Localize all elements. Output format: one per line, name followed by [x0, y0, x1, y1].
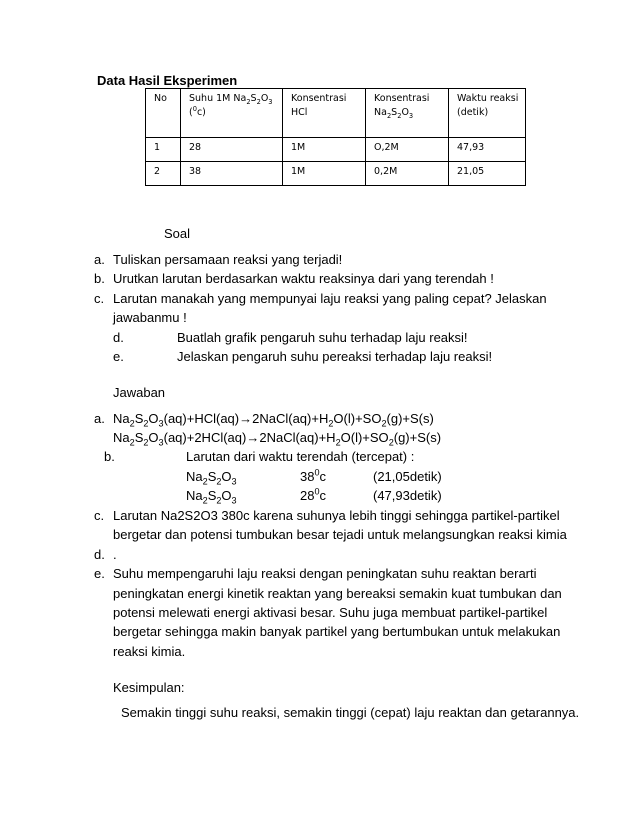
kesimpulan-title: Kesimpulan: [113, 680, 185, 695]
jawaban-marker: a. [94, 411, 105, 426]
soal-title: Soal [164, 226, 191, 241]
jawaban-e-line: potensi melewati energi aktivasi besar. Suhu juga membuat partikel-partikel [113, 605, 548, 620]
order-formula: $Na_2S_2O_3$ [186, 488, 237, 506]
soal-item-marker: c. [94, 291, 105, 306]
table-cell: 28 [181, 138, 283, 162]
soal-item-e: Jelaskan pengaruh suhu pereaksi terhadap laju reaksi! [177, 349, 493, 364]
jawaban-e-line: reaksi kimia. [113, 644, 186, 659]
jawaban-c-line: bergetar dan potensi tumbukan besar tejadi untuk melangsungkan reaksi kimia [113, 527, 567, 542]
header-hcl: Konsentrasi HCl [283, 89, 366, 138]
table-cell: O,2M [366, 138, 449, 162]
jawaban-marker: e. [94, 566, 105, 581]
soal-item-c-cont: jawabanmu ! [113, 310, 187, 325]
header-suhu: Suhu 1M $Na_2S_2O_3$ ($^0$c) [181, 89, 283, 138]
soal-item-marker: d. [113, 330, 124, 345]
jawaban-marker: c. [94, 508, 105, 523]
jawaban-e-line: bergetar sehingga makin banyak partikel yang bertumbukan untuk melakukan [113, 624, 561, 639]
soal-item-marker: a. [94, 252, 105, 267]
table-cell: 2 [146, 162, 181, 186]
order-temp: $28^0c$ [300, 486, 327, 503]
jawaban-title: Jawaban [113, 385, 166, 400]
reaction-equation-1: $Na_2S_2O_3(aq)+HCl(aq)\to 2NaCl(aq)+H_2O(l)+SO_2(g)+S(s)$ [113, 411, 434, 429]
jawaban-d-text: . [113, 547, 117, 562]
section-heading: Data Hasil Eksperimen [97, 73, 238, 88]
table-cell: 47,93 [449, 138, 526, 162]
table-row [146, 162, 526, 186]
table-cell: 1 [146, 138, 181, 162]
header-waktu: Waktu reaksi (detik) [449, 89, 526, 138]
jawaban-marker: b. [104, 449, 115, 464]
soal-item-a: Tuliskan persamaan reaksi yang terjadi! [113, 252, 343, 267]
jawaban-b-text: Larutan dari waktu terendah (tercepat) : [186, 449, 415, 464]
order-formula: $Na_2S_2O_3$ [186, 469, 237, 487]
table-header-row [146, 89, 526, 138]
soal-item-marker: b. [94, 271, 105, 286]
jawaban-e-line: peningkatan energi kinetik reaktan yang bereaksi semakin kuat tumbukan dan [113, 586, 562, 601]
soal-item-c: Larutan manakah yang mempunyai laju reaksi yang paling cepat? Jelaskan [113, 291, 547, 306]
reaction-equation-2: $Na_2S_2O_3(aq)+2HCl(aq)\to 2NaCl(aq)+H_2O(l)+SO_2(g)+S(s)$ [113, 430, 442, 448]
kesimpulan-text: Semakin tinggi suhu reaksi, semakin tinggi (cepat) laju reaktan dan getarannya. [121, 705, 580, 720]
table-cell: 0,2M [366, 162, 449, 186]
table-cell: 1M [283, 138, 366, 162]
order-temp: $38^0c$ [300, 467, 327, 484]
header-no: No [146, 89, 181, 138]
soal-item-marker: e. [113, 349, 124, 364]
jawaban-e-line: Suhu mempengaruhi laju reaksi dengan peningkatan suhu reaktan berarti [113, 566, 537, 581]
header-konsentrasi: Konsentrasi $Na_2S_2O_3$ [366, 89, 449, 138]
table-cell: 21,05 [449, 162, 526, 186]
table-cell: 38 [181, 162, 283, 186]
order-time: (47,93detik) [373, 488, 442, 503]
order-time: (21,05detik) [373, 469, 442, 484]
soal-item-d: Buatlah grafik pengaruh suhu terhadap laju reaksi! [177, 330, 468, 345]
jawaban-c-line: Larutan Na2S2O3 380c karena suhunya lebih tinggi sehingga partikel-partikel [113, 508, 560, 523]
soal-item-b: Urutkan larutan berdasarkan waktu reaksinya dari yang terendah ! [113, 271, 494, 286]
table-cell: 1M [283, 162, 366, 186]
data-table [145, 88, 526, 186]
table-row [146, 138, 526, 162]
jawaban-marker: d. [94, 547, 105, 562]
